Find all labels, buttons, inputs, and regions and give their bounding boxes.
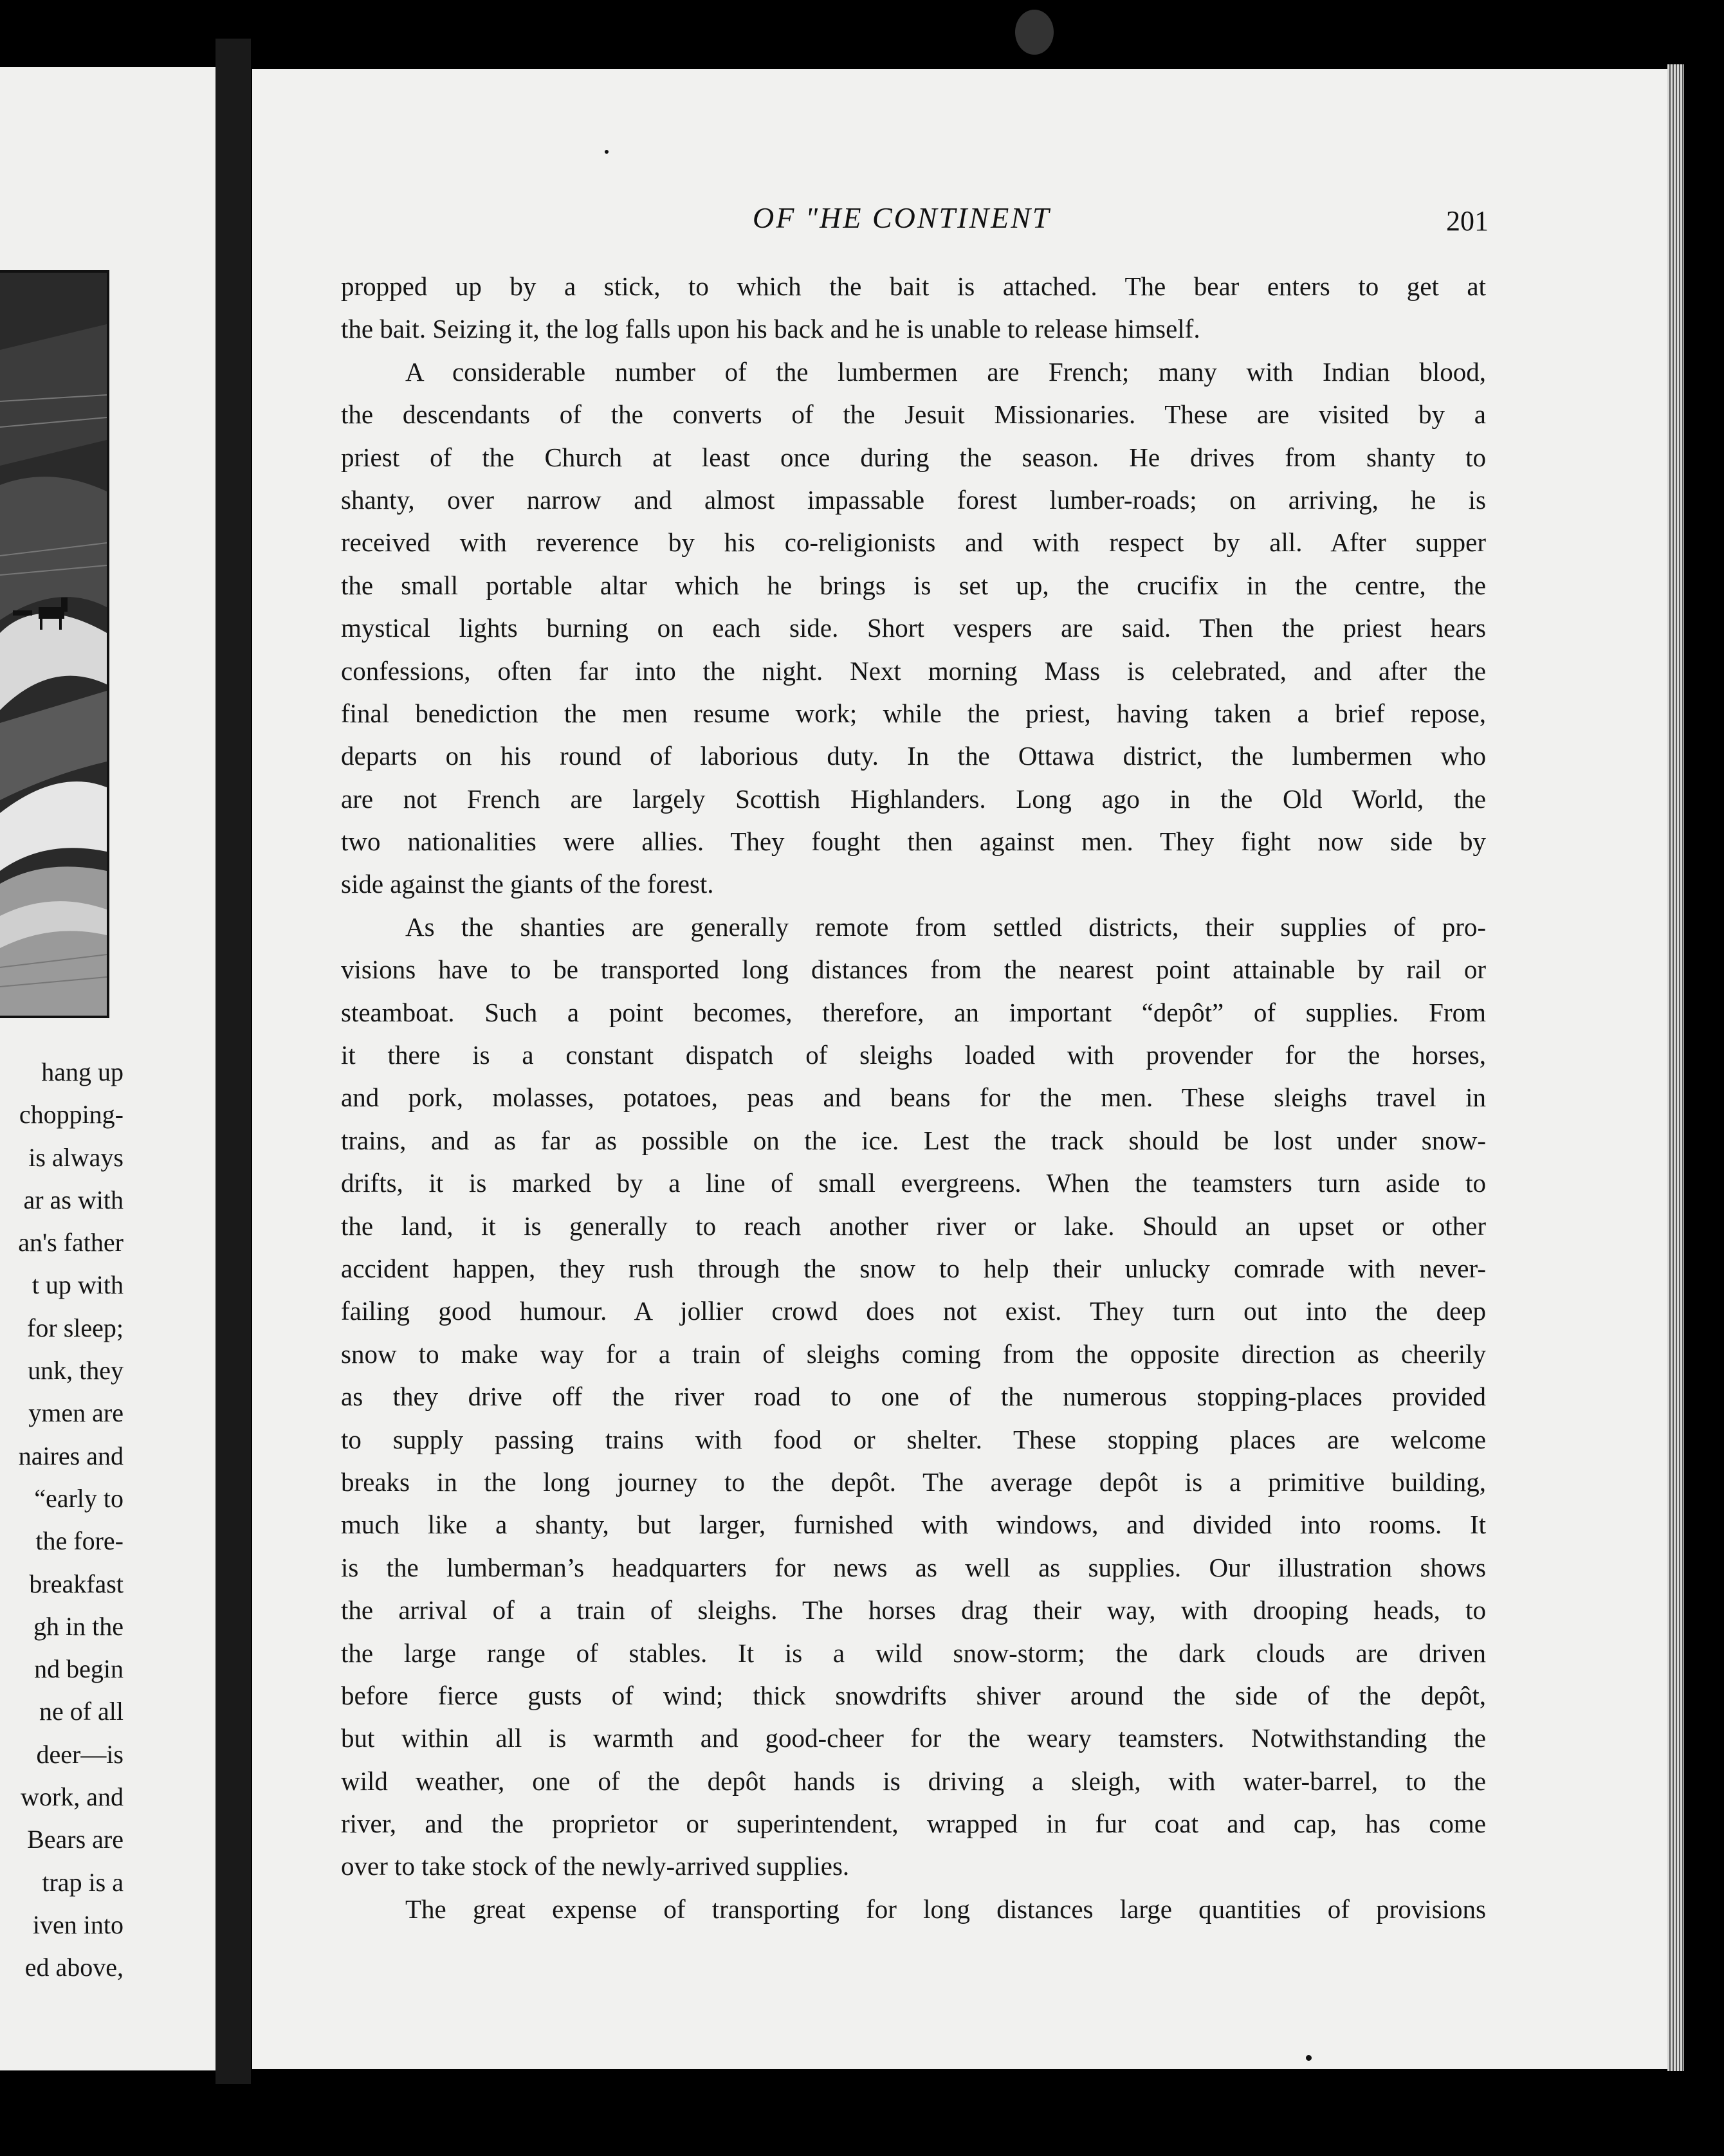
previous-page-line: unk, they bbox=[28, 1356, 124, 1385]
previous-page-line: is always bbox=[28, 1142, 124, 1172]
text-line: the land, it is generally to reach another river or lake. Should an upset or other bbox=[341, 1210, 1486, 1241]
ink-speck bbox=[1306, 2055, 1312, 2061]
text-line: two nationalities were allies. They fought then against men. They fight now side by bbox=[341, 827, 1486, 857]
previous-page-line: trap is a bbox=[42, 1867, 124, 1897]
text-line: the descendants of the converts of the Jesuit Missionaries. These are visited by a bbox=[341, 399, 1486, 430]
text-line: breaks in the long journey to the depôt. The average depôt is a primitive building, bbox=[341, 1466, 1486, 1497]
previous-page-line: ed above, bbox=[24, 1953, 124, 1982]
text-line: and pork, molasses, potatoes, peas and beans for the men. These sleighs travel in bbox=[341, 1083, 1486, 1113]
text-line: the large range of stables. It is a wild snow-storm; the dark clouds are driven bbox=[341, 1638, 1486, 1668]
previous-page-line: the fore- bbox=[35, 1526, 124, 1556]
text-line: The great expense of transporting for long distances large quantities of provisions bbox=[405, 1894, 1486, 1924]
text-line: before fierce gusts of wind; thick snowdrifts shiver around the side of the depôt, bbox=[341, 1680, 1486, 1710]
text-line: A considerable number of the lumbermen are French; many with Indian blood, bbox=[405, 356, 1486, 387]
text-line: confessions, often far into the night. Next morning Mass is celebrated, and after the bbox=[341, 655, 1486, 686]
text-line: received with reverence by his co-religionists and with respect by all. After supper bbox=[341, 527, 1486, 558]
text-line: failing good humour. A jollier crowd does not exist. They turn out into the deep bbox=[341, 1296, 1486, 1326]
text-line: snow to make way for a train of sleighs coming from the opposite direction as cheerily bbox=[341, 1338, 1486, 1369]
text-line: is the lumberman’s headquarters for news as well as supplies. Our illustration shows bbox=[341, 1552, 1486, 1582]
ink-speck bbox=[605, 150, 609, 154]
text-line: accident happen, they rush through the snow to help their unlucky comrade with never- bbox=[341, 1253, 1486, 1283]
text-line: visions have to be transported long distances from the nearest point attainable by rail or bbox=[341, 955, 1486, 985]
text-line: it there is a constant dispatch of sleighs loaded with provender for the horses, bbox=[341, 1040, 1486, 1070]
previous-page-line: gh in the bbox=[33, 1611, 124, 1641]
text-line: drifts, it is marked by a line of small evergreens. When the teamsters turn aside to bbox=[341, 1168, 1486, 1198]
previous-page-line: naires and bbox=[18, 1441, 124, 1470]
text-line: over to take stock of the newly-arrived supplies. bbox=[341, 1851, 850, 1881]
page-number: 201 bbox=[1446, 205, 1489, 237]
previous-page-line: “early to bbox=[34, 1483, 124, 1513]
winter-scene-image bbox=[0, 273, 107, 1016]
previous-page-line: breakfast bbox=[29, 1569, 124, 1598]
previous-page-line: nd begin bbox=[34, 1654, 124, 1684]
running-head: OF "HE CONTINENT bbox=[753, 201, 1051, 234]
previous-page-text-column bbox=[0, 1051, 124, 1989]
text-line: shanty, over narrow and almost impassable forest lumber-roads; on arriving, he is bbox=[341, 484, 1486, 515]
previous-page-line: for sleep; bbox=[27, 1313, 124, 1342]
text-line: final benediction the men resume work; while the priest, having taken a brief repose, bbox=[341, 698, 1486, 728]
text-line: as they drive off the river road to one of the numerous stopping-places provided bbox=[341, 1382, 1486, 1412]
text-line: to supply passing trains with food or shelter. These stopping places are welcome bbox=[341, 1424, 1486, 1454]
previous-page-line: ne of all bbox=[39, 1697, 124, 1726]
text-line: wild weather, one of the depôt hands is driving a sleigh, with water-barrel, to the bbox=[341, 1766, 1486, 1796]
previous-page-line: hang up bbox=[41, 1057, 124, 1086]
text-line: are not French are largely Scottish Highlanders. Long ago in the Old World, the bbox=[341, 783, 1486, 814]
previous-page-line: Bears are bbox=[27, 1825, 124, 1854]
previous-page-line: ymen are bbox=[28, 1398, 124, 1428]
previous-page-line: an's father bbox=[18, 1228, 124, 1257]
body-text bbox=[341, 265, 1486, 1930]
previous-page-fragment bbox=[0, 67, 216, 2070]
previous-page-line: iven into bbox=[32, 1910, 124, 1939]
text-line: the small portable altar which he brings is set up, the crucifix in the centre, the bbox=[341, 570, 1486, 600]
previous-page-line: chopping- bbox=[19, 1100, 124, 1129]
previous-page-line: work, and bbox=[21, 1782, 124, 1812]
text-line: departs on his round of laborious duty. In the Ottawa district, the lumbermen who bbox=[341, 741, 1486, 771]
text-line: the arrival of a train of sleighs. The horses drag their way, with drooping heads, to bbox=[341, 1595, 1486, 1625]
text-line: much like a shanty, but larger, furnished with windows, and divided into rooms. It bbox=[341, 1510, 1486, 1540]
text-line: river, and the proprietor or superintendent, wrapped in fur coat and cap, has come bbox=[341, 1809, 1486, 1839]
previous-page-line: ar as with bbox=[23, 1185, 124, 1214]
previous-page-line: deer—is bbox=[36, 1739, 124, 1769]
scan-blot bbox=[1015, 10, 1054, 55]
text-line: As the shanties are generally remote from settled districts, their supplies of pro- bbox=[405, 911, 1486, 942]
page-stack-edge bbox=[1667, 64, 1684, 2071]
book-gutter bbox=[216, 39, 251, 2084]
text-line: but within all is warmth and good-cheer for the weary teamsters. Notwithstanding the bbox=[341, 1723, 1486, 1753]
text-line: priest of the Church at least once during the season. He drives from shanty to bbox=[341, 442, 1486, 472]
text-line: propped up by a stick, to which the bait is attached. The bear enters to get at bbox=[341, 271, 1486, 301]
text-line: trains, and as far as possible on the ice. Lest the track should be lost under snow- bbox=[341, 1125, 1486, 1155]
text-line: mystical lights burning on each side. Short vespers are said. Then the priest hears bbox=[341, 613, 1486, 643]
engraving-illustration bbox=[0, 270, 109, 1018]
text-line: side against the giants of the forest. bbox=[341, 869, 714, 899]
previous-page-line: t up with bbox=[32, 1270, 124, 1300]
text-line: the bait. Seizing it, the log falls upon his back and he is unable to release himself. bbox=[341, 314, 1200, 344]
text-line: steamboat. Such a point becomes, therefore, an important “depôt” of supplies. From bbox=[341, 997, 1486, 1027]
